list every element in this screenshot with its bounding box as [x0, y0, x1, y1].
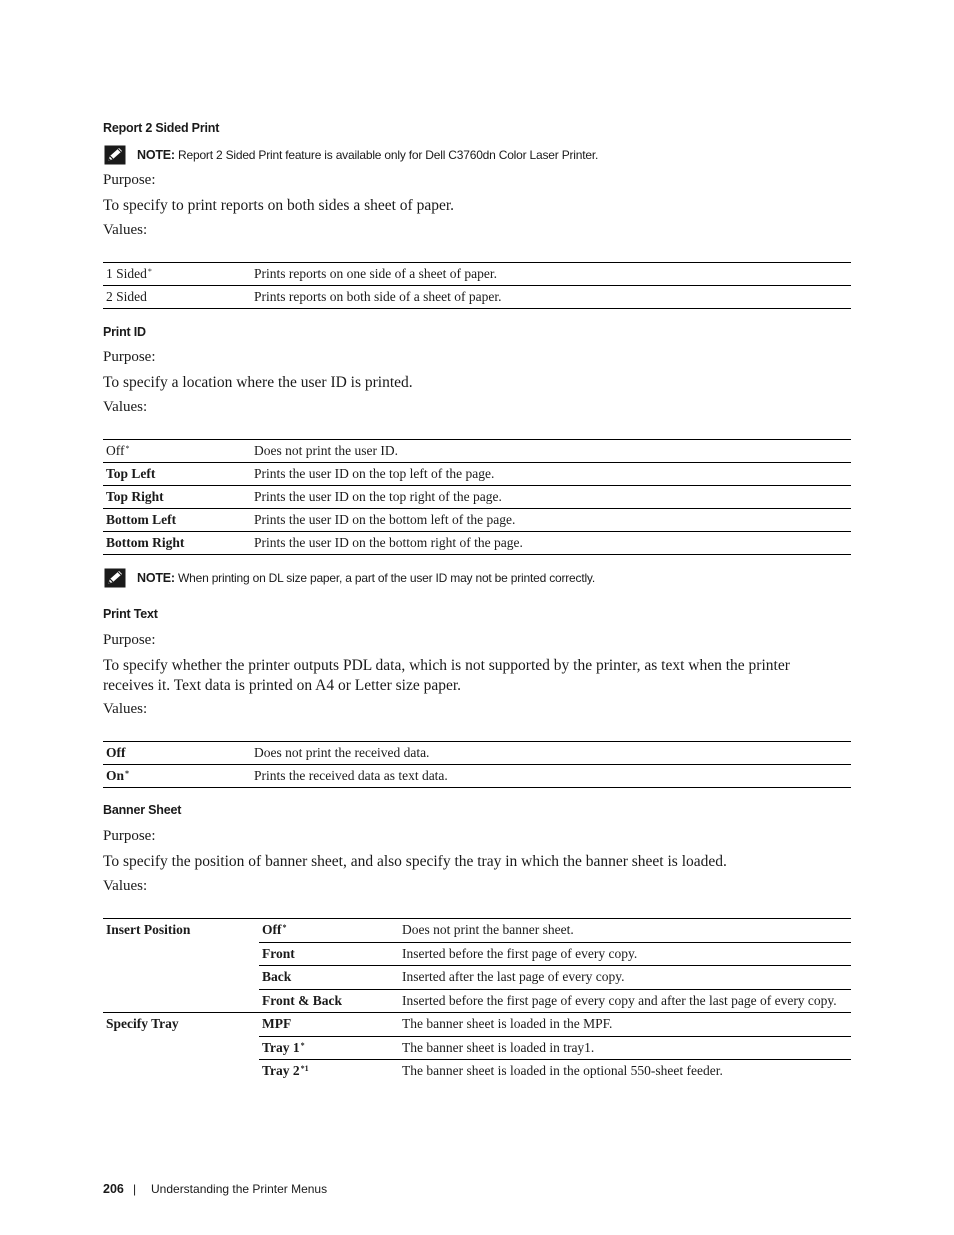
value-name: 1 Sided [106, 266, 147, 281]
page-number: 206 [103, 1182, 124, 1196]
description-cell: Inserted before the first page of every copy and after the last page of every copy. [399, 989, 851, 1013]
description-cell: Does not print the user ID. [254, 443, 398, 458]
heading-print-text: Print Text [103, 607, 158, 621]
option-cell: Front [259, 942, 399, 966]
table-row [103, 263, 851, 286]
heading-report-2-sided-print: Report 2 Sided Print [103, 121, 220, 135]
description-cell: The banner sheet is loaded in tray1. [399, 1036, 851, 1060]
group-cell: Specify Tray [103, 1013, 259, 1083]
description-cell: Inserted before the first page of every copy. [399, 942, 851, 966]
values-table-print-text [103, 741, 851, 788]
default-mark: * [282, 923, 287, 932]
table-row [103, 286, 851, 309]
note-text: Report 2 Sided Print feature is available only for Dell C3760dn Color Laser Printer. [174, 148, 599, 162]
description-cell: The banner sheet is loaded in the optional 550-sheet feeder. [399, 1060, 851, 1083]
option-cell: MPF [259, 1013, 399, 1037]
description-cell: Prints reports on both side of a sheet of paper. [251, 286, 851, 309]
heading-print-id: Print ID [103, 325, 146, 339]
table-row [103, 532, 851, 555]
description-cell: Prints reports on one side of a sheet of paper. [254, 266, 497, 281]
table-row [103, 1013, 851, 1037]
description-cell: Prints the user ID on the top right of the page. [251, 486, 851, 509]
note-pencil-icon [104, 145, 126, 165]
description-cell: Prints the received data as text data. [251, 765, 851, 788]
table-row [103, 486, 851, 509]
option-cell: Front & Back [259, 989, 399, 1013]
value-name: 2 Sided [106, 289, 147, 304]
description-cell: Does not print the received data. [254, 745, 430, 760]
table-row [103, 765, 851, 788]
note-label: NOTE: [137, 571, 175, 585]
table-row [103, 919, 851, 943]
description-cell: Inserted after the last page of every copy. [399, 966, 851, 990]
purpose-label: Purpose: [103, 172, 156, 188]
value-name: Off [106, 443, 125, 458]
values-label: Values: [103, 222, 148, 238]
description-cell: The banner sheet is loaded in the MPF. [399, 1013, 851, 1037]
value-cell: Top Left [103, 463, 251, 486]
option-name: Off [262, 922, 282, 937]
note-print-id [137, 571, 595, 585]
description-cell: Does not print the banner sheet. [402, 922, 574, 937]
value-cell [103, 263, 251, 286]
values-label: Values: [103, 878, 148, 894]
footer-title: Understanding the Printer Menus [151, 1182, 328, 1196]
default-mark: * [300, 1040, 305, 1050]
purpose-text: To specify the position of banner sheet, and also specify the tray in which the banner sheet is loaded. [103, 853, 727, 870]
purpose-label: Purpose: [103, 349, 156, 365]
note-text: When printing on DL size paper, a part of the user ID may not be printed correctly. [174, 571, 595, 585]
value-cell: Bottom Left [103, 509, 251, 532]
group-cell: Insert Position [106, 922, 191, 937]
description-cell: Prints the user ID on the bottom left of the page. [251, 509, 851, 532]
purpose-text: To specify whether the printer outputs PDL data, which is not supported by the printer, as text when the printer receives it. Text data is printed on A4 or Letter size paper. [103, 657, 790, 694]
table-row [103, 742, 851, 765]
default-mark: * [125, 444, 130, 453]
values-label: Values: [103, 701, 148, 717]
table-row [103, 509, 851, 532]
values-table-banner-sheet [103, 918, 851, 1083]
value-cell: Bottom Right [103, 532, 251, 555]
purpose-label: Purpose: [103, 632, 156, 648]
value-cell [103, 765, 251, 788]
option-name: Tray 1 [262, 1039, 300, 1055]
default-mark: * [147, 267, 152, 276]
purpose-label: Purpose: [103, 828, 156, 844]
option-cell [259, 1036, 399, 1060]
option-name: Tray 2 [262, 1063, 300, 1078]
heading-banner-sheet: Banner Sheet [103, 803, 182, 817]
values-table-report-2-sided [103, 262, 851, 309]
note-report-2-sided [137, 148, 598, 162]
value-cell: Off [106, 745, 126, 760]
value-cell [103, 286, 251, 309]
value-cell: Top Right [103, 486, 251, 509]
option-cell [259, 919, 399, 943]
footer-separator: | [133, 1182, 137, 1196]
value-name: On [106, 768, 125, 783]
default-mark: * [125, 769, 130, 778]
footnote-mark: *1 [300, 1064, 309, 1073]
values-label: Values: [103, 399, 148, 415]
purpose-text: To specify to print reports on both sides a sheet of paper. [103, 197, 455, 214]
note-label: NOTE: [137, 148, 175, 162]
values-table-print-id [103, 439, 851, 555]
value-cell [103, 440, 251, 463]
purpose-text: To specify a location where the user ID is printed. [103, 374, 413, 391]
option-cell [259, 1060, 399, 1083]
table-row [103, 463, 851, 486]
option-cell: Back [259, 966, 399, 990]
description-cell: Prints the user ID on the top left of the page. [251, 463, 851, 486]
description-cell: Prints the user ID on the bottom right of the page. [251, 532, 851, 555]
table-row [103, 440, 851, 463]
note-pencil-icon [104, 568, 126, 588]
